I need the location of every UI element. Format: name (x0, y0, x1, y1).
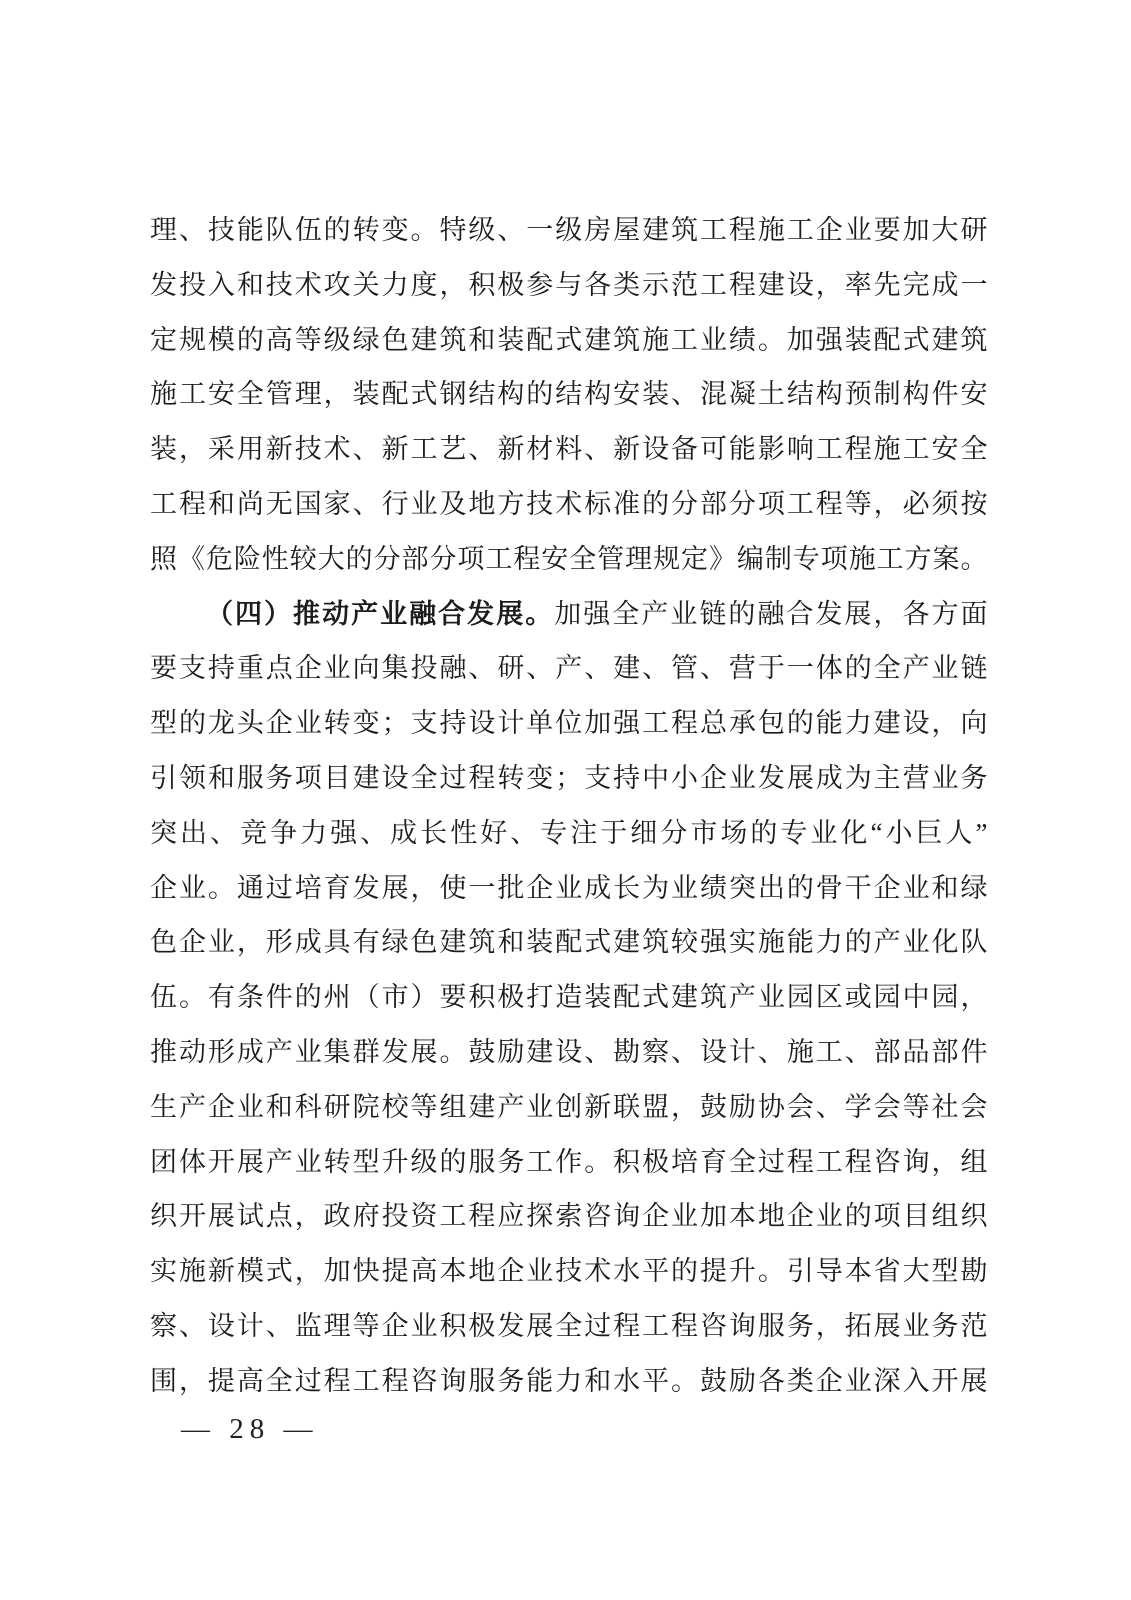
text-line: 伍。有条件的州（市）要积极打造装配式建筑产业园区或园中园， (150, 982, 988, 1013)
text-line: 企业。通过培育发展，使一批企业成长为业绩突出的骨干企业和绿 (150, 872, 988, 903)
text-line: 突出、竞争力强、成长性好、专注于细分市场的专业化“小巨人” (150, 817, 988, 848)
text-line: 围，提高全过程工程咨询服务能力和水平。鼓励各类企业深入开展 (150, 1365, 988, 1396)
text-line: 引领和服务项目建设全过程转变；支持中小企业发展成为主营业务 (150, 762, 988, 793)
text-line: 察、设计、监理等企业积极发展全过程工程咨询服务，拓展业务范 (150, 1310, 988, 1341)
text-line: 定规模的高等级绿色建筑和装配式建筑施工业绩。加强装配式建筑 (150, 324, 988, 355)
text-line: 工程和尚无国家、行业及地方技术标准的分部分项工程等，必须按 (150, 488, 988, 519)
text-line: 理、技能队伍的转变。特级、一级房屋建筑工程施工企业要加大研 (150, 215, 988, 245)
section-heading-line (150, 587, 988, 642)
text-line: 织开展试点，政府投资工程应探索咨询企业加本地企业的项目组织 (150, 1201, 988, 1232)
page-number: — 28 — (181, 1413, 319, 1445)
section-heading-rest: 加强全产业链的融合发展，各方面 (554, 598, 988, 629)
text-line: 照《危险性较大的分部分项工程安全管理规定》编制专项施工方案。 (150, 543, 988, 574)
text-line: 推动形成产业集群发展。鼓励建设、勘察、设计、施工、部品部件 (150, 1036, 988, 1067)
text-line: 要支持重点企业向集投融、研、产、建、管、营于一体的全产业链 (150, 653, 988, 684)
text-line: 发投入和技术攻关力度，积极参与各类示范工程建设，率先完成一 (150, 269, 988, 300)
text-line: 色企业，形成具有绿色建筑和装配式建筑较强实施能力的产业化队 (150, 927, 988, 958)
text-line: 施工安全管理，装配式钢结构的结构安装、混凝土结构预制构件安 (150, 379, 988, 410)
text-line: 型的龙头企业转变；支持设计单位加强工程总承包的能力建设，向 (150, 708, 988, 739)
text-block (150, 203, 988, 1409)
text-line: 装，采用新技术、新工艺、新材料、新设备可能影响工程施工安全 (150, 434, 988, 465)
text-line: 实施新模式，加快提高本地企业技术水平的提升。引导本省大型勘 (150, 1256, 988, 1287)
section-heading: （四）推动产业融合发展。 (206, 598, 555, 629)
text-line: 团体开展产业转型升级的服务工作。积极培育全过程工程咨询，组 (150, 1146, 988, 1177)
text-line: 生产企业和科研院校等组建产业创新联盟，鼓励协会、学会等社会 (150, 1091, 988, 1122)
